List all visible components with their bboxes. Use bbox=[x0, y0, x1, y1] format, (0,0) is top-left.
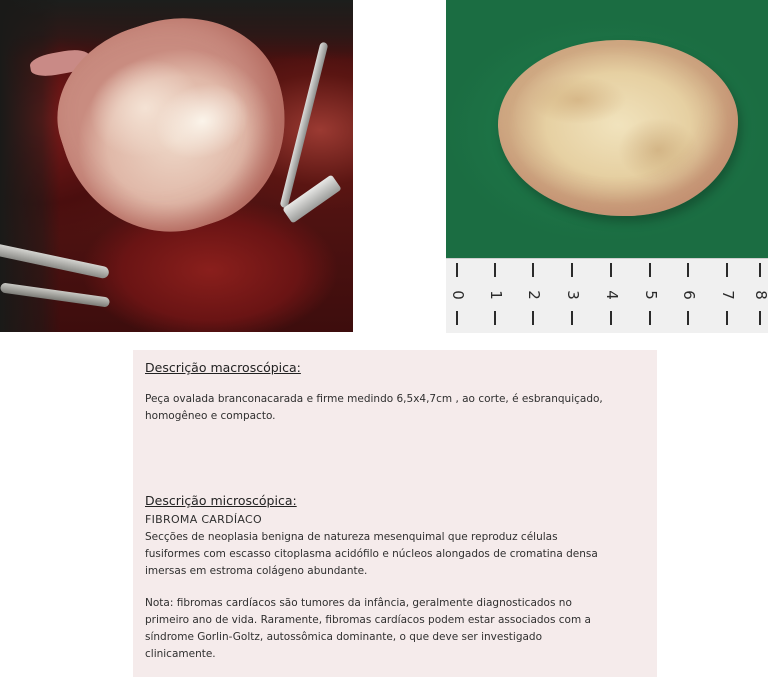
pathology-report-card bbox=[133, 350, 657, 677]
macro-heading: Descrição macroscópica: bbox=[145, 360, 301, 375]
surgical-background-left bbox=[0, 0, 60, 332]
surgery-photo bbox=[0, 0, 353, 332]
ruler-tick-label: 4 bbox=[603, 290, 621, 300]
micro-line-1: Secções de neoplasia benigna de natureza mesenquimal que reproduz células bbox=[145, 531, 558, 543]
note-line-1: Nota: fibromas cardíacos são tumores da infância, geralmente diagnosticados no bbox=[145, 597, 572, 609]
micro-line-3: imersas em estroma colágeno abundante. bbox=[145, 565, 368, 577]
ruler-tick-label: 6 bbox=[680, 290, 698, 300]
note-line-4: clinicamente. bbox=[145, 648, 216, 660]
ruler-tick bbox=[718, 259, 738, 333]
micro-line-2: fusiformes com escasso citoplasma acidófilo e núcleos alongados de cromatina densa bbox=[145, 548, 598, 560]
ruler-tick-label: 7 bbox=[719, 290, 737, 300]
ruler-tick-label: 1 bbox=[487, 290, 505, 300]
ruler-tick bbox=[486, 259, 506, 333]
ruler-tick-label: 5 bbox=[642, 290, 660, 300]
diagnosis-title: FIBROMA CARDÍACO bbox=[145, 513, 262, 526]
note-line-2: primeiro ano de vida. Raramente, fibromas cardíacos podem estar associados com a bbox=[145, 614, 591, 626]
ruler-tick bbox=[679, 259, 699, 333]
micro-heading: Descrição microscópica: bbox=[145, 493, 297, 508]
ruler-tick-label: 2 bbox=[525, 290, 543, 300]
specimen-photo bbox=[446, 0, 768, 332]
ruler-tick bbox=[448, 259, 468, 333]
ruler-tick bbox=[563, 259, 583, 333]
ruler-tick bbox=[524, 259, 544, 333]
ruler-tick-label: 3 bbox=[564, 290, 582, 300]
ruler-tick-label: 0 bbox=[449, 290, 467, 300]
macro-line-2: homogêneo e compacto. bbox=[145, 410, 276, 422]
macro-line-1: Peça ovalada branconacarada e firme medindo 6,5x4,7cm , ao corte, é esbranquiçado, bbox=[145, 393, 603, 405]
ruler-tick bbox=[641, 259, 661, 333]
ruler-tick bbox=[751, 259, 771, 333]
ruler-tick-label: 8 bbox=[752, 290, 770, 300]
ruler-tick bbox=[602, 259, 622, 333]
note-line-3: síndrome Gorlin-Goltz, autossômica dominante, o que deve ser investigado bbox=[145, 631, 543, 643]
ruler bbox=[446, 258, 768, 333]
